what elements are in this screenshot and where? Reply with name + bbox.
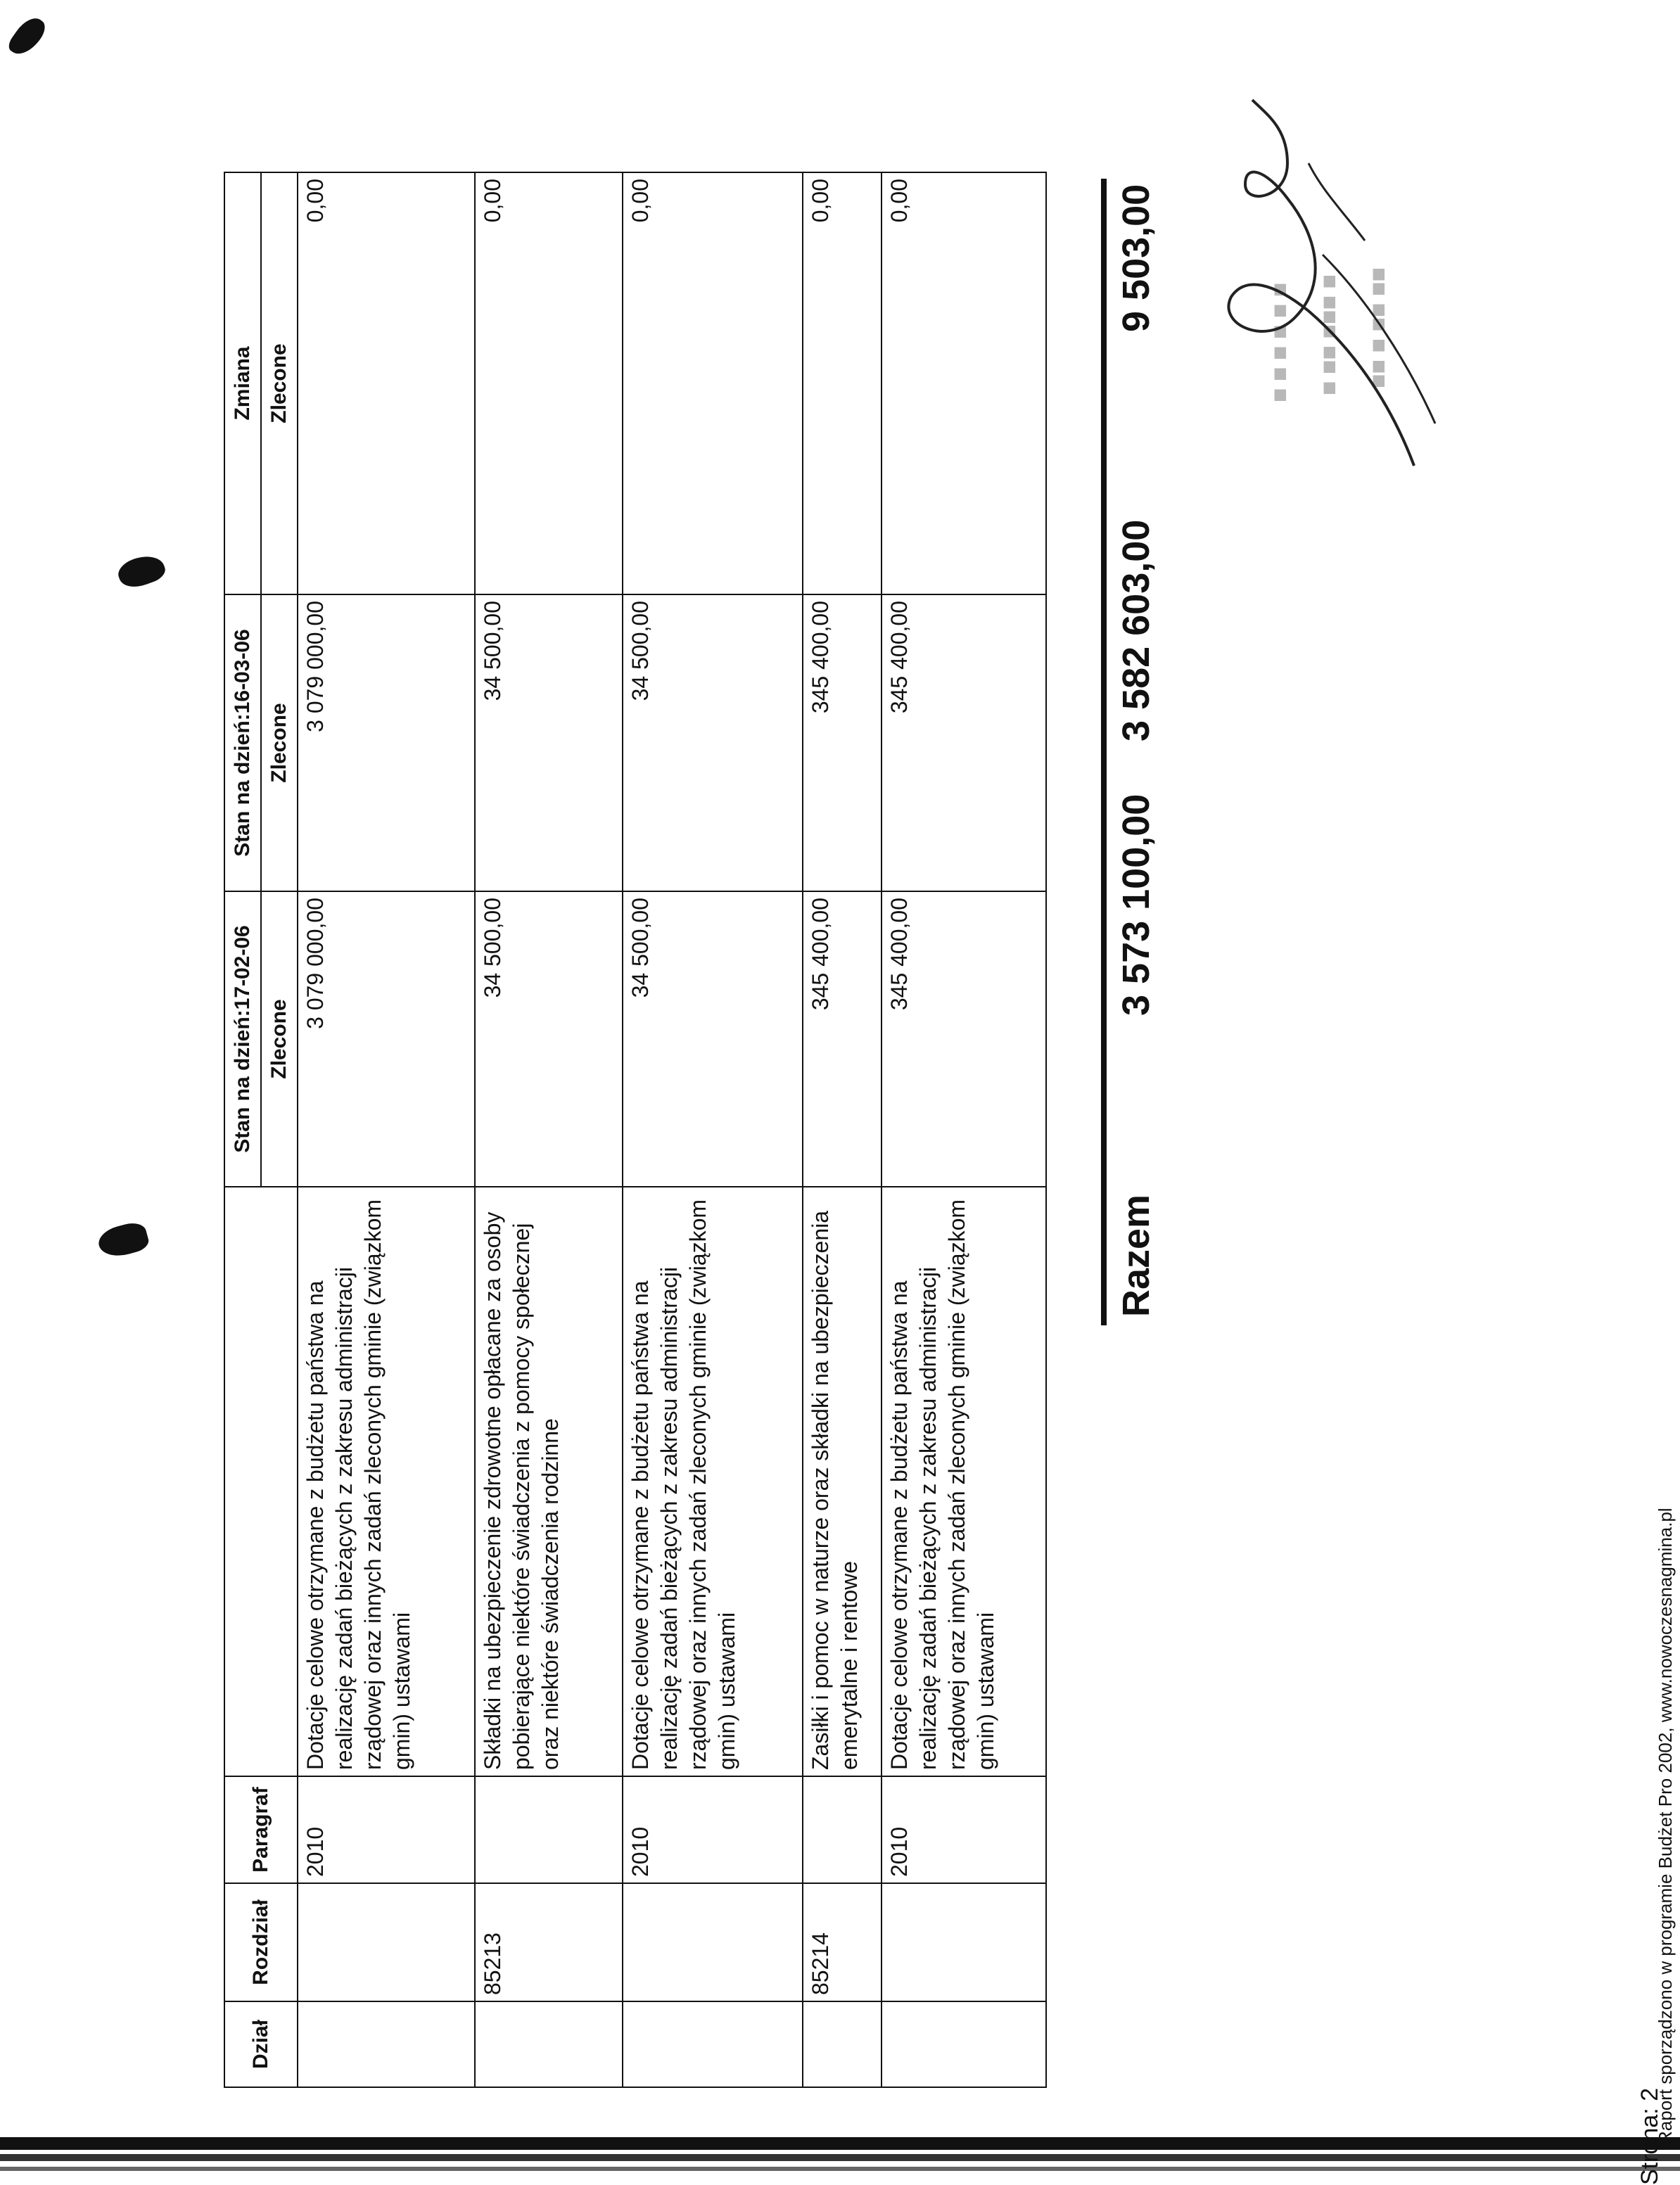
- summary-rule: [1101, 179, 1107, 1325]
- summary-zmiana: 9 503,00: [1115, 184, 1157, 332]
- cell-dzial: [623, 2001, 803, 2087]
- cell-zmiana: 0,00: [475, 172, 623, 594]
- cell-stan-1: 345 400,00: [882, 891, 1046, 1187]
- summary-label: Razem: [1115, 1194, 1157, 1317]
- cell-rozdzial: [623, 1883, 803, 2001]
- budget-table: [224, 172, 1047, 2088]
- header-opis: [224, 1187, 298, 1776]
- table-row: [803, 172, 882, 2087]
- cell-zmiana: 0,00: [803, 172, 882, 594]
- cell-stan-2: 345 400,00: [882, 594, 1046, 891]
- cell-rozdzial: 85213: [475, 1883, 623, 2001]
- header-dzial: Dział: [224, 2001, 298, 2087]
- header-rozdzial: Rozdział: [224, 1883, 298, 2001]
- cell-stan-1: 34 500,00: [475, 891, 623, 1187]
- cell-rozdzial: [298, 1883, 475, 2001]
- cell-paragraf: [803, 1776, 882, 1883]
- header-stan-2: Stan na dzień:16-03-06: [224, 594, 261, 891]
- cell-stan-1: 34 500,00: [623, 891, 803, 1187]
- cell-opis: Dotacje celowe otrzymane z budżetu państwa na realizację zadań bieżących z zakresu administracji rządowej oraz innych zadań zleconych gminie (związkom gmin) ustawami: [623, 1187, 803, 1776]
- cell-stan-1: 3 079 000,00: [298, 891, 475, 1187]
- summary-stan-1: 3 573 100,00: [1115, 794, 1157, 1016]
- cell-zmiana: 0,00: [298, 172, 475, 594]
- cell-paragraf: [475, 1776, 623, 1883]
- subheader-zlecone: Zlecone: [261, 594, 298, 891]
- header-stan-1: Stan na dzień:17-02-06: [224, 891, 261, 1187]
- cell-paragraf: 2010: [623, 1776, 803, 1883]
- cell-zmiana: 0,00: [623, 172, 803, 594]
- cell-opis: Składki na ubezpieczenie zdrowotne opłacane za osoby pobierające niektóre świadczenia z pomocy społecznej oraz niektóre świadczenia rodzinne: [475, 1187, 623, 1776]
- header-paragraf: Paragraf: [224, 1776, 298, 1883]
- table-header-row: [224, 172, 261, 2087]
- cell-paragraf: 2010: [882, 1776, 1046, 1883]
- svg-text:■ ■■ ■■■ ■: ■ ■■ ■■■ ■: [1316, 274, 1342, 395]
- cell-opis: Zasiłki i pomoc w naturze oraz składki na ubezpieczenia emerytalne i rentowe: [803, 1187, 882, 1776]
- cell-stan-2: 3 079 000,00: [298, 594, 475, 891]
- table-row: [623, 172, 803, 2087]
- table-row: [298, 172, 475, 2087]
- summary-stan-2: 3 582 603,00: [1115, 519, 1157, 741]
- cell-dzial: [803, 2001, 882, 2087]
- cell-stan-2: 34 500,00: [623, 594, 803, 891]
- header-zmiana: Zmiana: [224, 172, 261, 594]
- cell-dzial: [882, 2001, 1046, 2087]
- subheader-zlecone: Zlecone: [261, 172, 298, 594]
- cell-rozdzial: [882, 1883, 1046, 2001]
- svg-text:■ ■ ■ ■ ■ ■: ■ ■ ■ ■ ■ ■: [1266, 282, 1293, 402]
- cell-stan-2: 34 500,00: [475, 594, 623, 891]
- cell-rozdzial: 85214: [803, 1883, 882, 2001]
- cell-opis: Dotacje celowe otrzymane z budżetu państwa na realizację zadań bieżących z zakresu administracji rządowej oraz innych zadań zleconych gminie (związkom gmin) ustawami: [882, 1187, 1046, 1776]
- cell-opis: Dotacje celowe otrzymane z budżetu państwa na realizację zadań bieżących z zakresu administracji rządowej oraz innych zadań zleconych gminie (związkom gmin) ustawami: [298, 1187, 475, 1776]
- svg-text:■■ ■ ■■ ■■: ■■ ■ ■■ ■■: [1365, 267, 1392, 388]
- handwritten-signature: [1182, 72, 1477, 494]
- cell-dzial: [298, 2001, 475, 2087]
- cell-stan-2: 345 400,00: [803, 594, 882, 891]
- cell-zmiana: 0,00: [882, 172, 1046, 594]
- report-footer: Raport sporządzono w programie Budżet Pro 2002, www.nowoczesnagmina.pl: [1655, 1508, 1676, 2144]
- cell-stan-1: 345 400,00: [803, 891, 882, 1187]
- subheader-zlecone: Zlecone: [261, 891, 298, 1187]
- table-row: [475, 172, 623, 2087]
- cell-paragraf: 2010: [298, 1776, 475, 1883]
- cell-dzial: [475, 2001, 623, 2087]
- page-number: Strona: 2: [1636, 2088, 1663, 2185]
- table-row: [882, 172, 1046, 2087]
